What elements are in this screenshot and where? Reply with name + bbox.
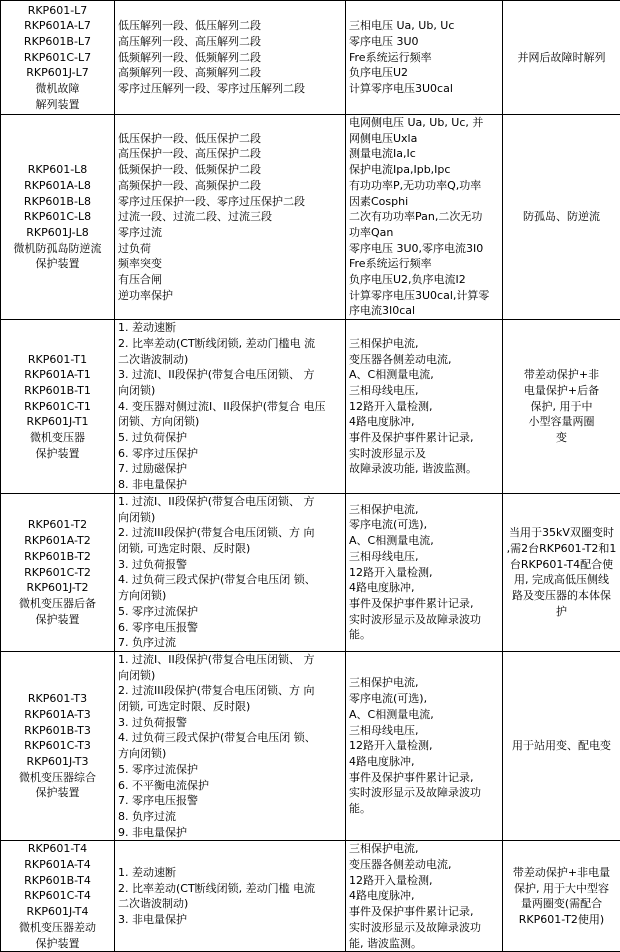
measurement-functions-cell	[346, 493, 503, 651]
cell-line: 过负荷	[118, 241, 342, 257]
cell-line: 电网侧电压 Ua, Ub, Uc, 并	[349, 115, 499, 131]
cell-line: 实时波形显示及故障录波功	[349, 920, 499, 936]
model-cell	[1, 320, 115, 494]
cell-line: 零序过流	[118, 225, 342, 241]
cell-line: 能。	[349, 801, 499, 817]
cell-line: 6. 零序电压报警	[118, 620, 342, 636]
cell-line: 带差动保护+非电量	[506, 865, 617, 881]
cell-line: 9. 非电量保护	[118, 825, 342, 841]
cell-line: RKP601-T4	[4, 841, 111, 857]
cell-line: 路及变压器的本体保	[506, 588, 617, 604]
cell-line: 方向闭锁)	[118, 746, 342, 762]
cell-line: 负序电压U2,负序电流I2	[349, 272, 499, 288]
cell-line: RKP601C-T4	[4, 888, 111, 904]
cell-line: 计算零序电压3U0cal,计算零	[349, 288, 499, 304]
cell-line: 8. 非电量保护	[118, 477, 342, 493]
cell-line: 护	[506, 604, 617, 620]
cell-line: RKP601A-T2	[4, 533, 111, 549]
cell-line: 保护装置	[4, 936, 111, 952]
cell-line: 3. 过负荷报警	[118, 557, 342, 573]
cell-line: 6. 零序过压保护	[118, 446, 342, 462]
application-cell	[503, 841, 620, 952]
cell-line: 故障录波功能, 谐波监测。	[349, 461, 499, 477]
cell-line: 1. 过流I、II段保护(带复合电压闭锁、 方	[118, 652, 342, 668]
cell-line: 保护装置	[4, 612, 111, 628]
cell-line: 保护装置	[4, 785, 111, 801]
cell-line: 台RKP601-T4配合使	[506, 557, 617, 573]
cell-line: 保护, 用于大中型容	[506, 881, 617, 897]
cell-line: 零序过压解列一段、零序过压解列二段	[118, 81, 342, 97]
cell-line: 2. 比率差动(CT断线闭锁, 差动门槛 电流	[118, 881, 342, 897]
cell-line: 三相保护电流,	[349, 675, 499, 691]
cell-line: 零序电流(可选),	[349, 691, 499, 707]
application-cell	[503, 493, 620, 651]
cell-line: 微机变压器后备	[4, 596, 111, 612]
cell-line: 零序电流(可选),	[349, 517, 499, 533]
cell-line: 变	[506, 430, 617, 446]
cell-line: 有压合闸	[118, 272, 342, 288]
cell-line: RKP601J-L8	[4, 225, 111, 241]
cell-line: 有功功率P,无功功率Q,功率	[349, 178, 499, 194]
cell-line: RKP601-T2使用)	[506, 912, 617, 928]
protection-functions-cell	[115, 841, 346, 952]
cell-line: 保护装置	[4, 446, 111, 462]
measurement-functions-cell	[346, 115, 503, 320]
cell-line: 保护电流Ipa,Ipb,Ipc	[349, 162, 499, 178]
cell-line: RKP601-L8	[4, 162, 111, 178]
cell-line: 测量电流Ia,Ic	[349, 146, 499, 162]
cell-line: 功率Qan	[349, 225, 499, 241]
cell-line: 事件及保护事件累计记录,	[349, 596, 499, 612]
cell-line: 闭锁、方向闭锁)	[118, 414, 342, 430]
cell-line: 6. 不平衡电流保护	[118, 778, 342, 794]
cell-line: 能。	[349, 627, 499, 643]
cell-line: 高压解列一段、高压解列二段	[118, 34, 342, 50]
cell-line: 1. 差动速断	[118, 865, 342, 881]
cell-line: 4路电度脉冲,	[349, 754, 499, 770]
cell-line: 1. 过流I、II段保护(带复合电压闭锁、 方	[118, 494, 342, 510]
cell-line: A、C相测量电流,	[349, 707, 499, 723]
cell-line: 低压保护一段、低压保护二段	[118, 131, 342, 147]
cell-line: 4路电度脉冲,	[349, 414, 499, 430]
cell-line: RKP601A-T1	[4, 367, 111, 383]
cell-line: RKP601J-L7	[4, 65, 111, 81]
cell-line: RKP601B-T2	[4, 549, 111, 565]
cell-line: 三相母线电压,	[349, 723, 499, 739]
cell-line: 变压器各侧差动电流,	[349, 352, 499, 368]
cell-line: RKP601A-L7	[4, 18, 111, 34]
cell-line: 保护, 用于中	[506, 399, 617, 415]
cell-line: 零序电压 3U0,零序电流3I0	[349, 241, 499, 257]
application-cell	[503, 651, 620, 840]
cell-line: 4. 过负荷三段式保护(带复合电压闭 锁、	[118, 572, 342, 588]
table-row	[1, 115, 620, 320]
cell-line: 向闭锁)	[118, 668, 342, 684]
model-cell	[1, 115, 115, 320]
cell-line: 频率突变	[118, 256, 342, 272]
cell-line: Fre系统运行频率	[349, 256, 499, 272]
cell-line: 网侧电压Uxla	[349, 131, 499, 147]
application-cell	[503, 320, 620, 494]
cell-line: RKP601C-T1	[4, 399, 111, 415]
model-cell	[1, 651, 115, 840]
cell-line: 实时波形显示及	[349, 446, 499, 462]
cell-line: 高频解列一段、高频解列二段	[118, 65, 342, 81]
cell-line: RKP601-T3	[4, 691, 111, 707]
cell-line: 三相母线电压,	[349, 549, 499, 565]
cell-line: 12路开入量检测,	[349, 565, 499, 581]
cell-line: 微机变压器综合	[4, 770, 111, 786]
cell-line: 2. 过流III段保护(带复合电压闭锁、方 向	[118, 525, 342, 541]
cell-line: 高频保护一段、高频保护二段	[118, 178, 342, 194]
cell-line: 5. 零序过流保护	[118, 604, 342, 620]
cell-line: 二次谐波制动)	[118, 896, 342, 912]
cell-line: 3. 非电量保护	[118, 912, 342, 928]
cell-line: RKP601B-L8	[4, 194, 111, 210]
cell-line: 小型容量两圈	[506, 414, 617, 430]
cell-line: 三相保护电流,	[349, 841, 499, 857]
cell-line: RKP601A-L8	[4, 178, 111, 194]
cell-line: 4路电度脉冲,	[349, 888, 499, 904]
cell-line: 电量保护+后备	[506, 383, 617, 399]
cell-line: RKP601-T1	[4, 352, 111, 368]
cell-line: 12路开入量检测,	[349, 738, 499, 754]
cell-line: 7. 过励磁保护	[118, 461, 342, 477]
cell-line: RKP601B-T1	[4, 383, 111, 399]
cell-line: RKP601-T2	[4, 517, 111, 533]
model-cell	[1, 1, 115, 115]
measurement-functions-cell	[346, 320, 503, 494]
cell-line: 3. 过负荷报警	[118, 715, 342, 731]
cell-line: RKP601B-T4	[4, 873, 111, 889]
cell-line: 事件及保护事件累计记录,	[349, 904, 499, 920]
protection-functions-cell	[115, 493, 346, 651]
cell-line: 12路开入量检测,	[349, 399, 499, 415]
cell-line: 序电流3I0cal	[349, 303, 499, 319]
cell-line: 零序电压 3U0	[349, 34, 499, 50]
cell-line: 向闭锁)	[118, 383, 342, 399]
cell-line: 能, 谐波监测。	[349, 936, 499, 952]
application-cell	[503, 1, 620, 115]
cell-line: 并网后故障时解列	[506, 50, 617, 66]
cell-line: 二次有功功率Pan,二次无功	[349, 209, 499, 225]
cell-line: 负序电压U2	[349, 65, 499, 81]
cell-line: 零序过压保护一段、零序过压保护二段	[118, 194, 342, 210]
table-row	[1, 493, 620, 651]
cell-line: RKP601J-T2	[4, 580, 111, 596]
cell-line: 4路电度脉冲,	[349, 580, 499, 596]
cell-line: RKP601A-T3	[4, 707, 111, 723]
cell-line: 低压解列一段、低压解列二段	[118, 18, 342, 34]
cell-line: 实时波形显示及故障录波功	[349, 612, 499, 628]
cell-line: Fre系统运行频率	[349, 50, 499, 66]
cell-line: 12路开入量检测,	[349, 873, 499, 889]
cell-line: 1. 差动速断	[118, 320, 342, 336]
cell-line: 带差动保护+非	[506, 367, 617, 383]
cell-line: RKP601C-L7	[4, 50, 111, 66]
cell-line: 微机变压器差动	[4, 920, 111, 936]
cell-line: 微机防孤岛防逆流	[4, 241, 111, 257]
cell-line: RKP601C-T2	[4, 565, 111, 581]
cell-line: 低频保护一段、低频保护二段	[118, 162, 342, 178]
cell-line: 解列装置	[4, 97, 111, 113]
cell-line: RKP601B-T3	[4, 723, 111, 739]
cell-line: 微机故障	[4, 81, 111, 97]
cell-line: A、C相测量电流,	[349, 367, 499, 383]
cell-line: 5. 零序过流保护	[118, 762, 342, 778]
protection-functions-cell	[115, 1, 346, 115]
protection-functions-cell	[115, 115, 346, 320]
table-row	[1, 841, 620, 952]
cell-line: 低频解列一段、低频解列二段	[118, 50, 342, 66]
model-cell	[1, 493, 115, 651]
cell-line: 防孤岛、防逆流	[506, 209, 617, 225]
cell-line: 方向闭锁)	[118, 588, 342, 604]
cell-line: 8. 负序过流	[118, 809, 342, 825]
cell-line: RKP601-L7	[4, 3, 111, 19]
cell-line: 三相保护电流,	[349, 336, 499, 352]
cell-line: 三相电压 Ua, Ub, Uc	[349, 18, 499, 34]
cell-line: RKP601J-T3	[4, 754, 111, 770]
cell-line: RKP601A-T4	[4, 857, 111, 873]
cell-line: 事件及保护事件累计记录,	[349, 430, 499, 446]
cell-line: ,需2台RKP601-T2和1	[506, 541, 617, 557]
cell-line: 因素Cosphi	[349, 194, 499, 210]
cell-line: RKP601J-T4	[4, 904, 111, 920]
cell-line: 计算零序电压3U0cal	[349, 81, 499, 97]
cell-line: 闭锁, 可选定时限、反时限)	[118, 541, 342, 557]
cell-line: A、C相测量电流,	[349, 533, 499, 549]
table-row	[1, 1, 620, 115]
cell-line: 微机变压器	[4, 430, 111, 446]
cell-line: 3. 过流I、II段保护(带复合电压闭锁、 方	[118, 367, 342, 383]
cell-line: 7. 零序电压报警	[118, 793, 342, 809]
cell-line: 2. 过流III段保护(带复合电压闭锁、方 向	[118, 683, 342, 699]
cell-line: 2. 比率差动(CT断线闭锁, 差动门槛电 流	[118, 336, 342, 352]
cell-line: 7. 负序过流	[118, 635, 342, 651]
cell-line: 4. 变压器对侧过流I、II段保护(带复合 电压	[118, 399, 342, 415]
cell-line: 变压器各侧差动电流,	[349, 857, 499, 873]
cell-line: 高压保护一段、高压保护二段	[118, 146, 342, 162]
cell-line: 三相保护电流,	[349, 502, 499, 518]
cell-line: RKP601J-T1	[4, 414, 111, 430]
table-row	[1, 651, 620, 840]
cell-line: 保护装置	[4, 256, 111, 272]
measurement-functions-cell	[346, 1, 503, 115]
table-row	[1, 320, 620, 494]
application-cell	[503, 115, 620, 320]
cell-line: 闭锁, 可选定时限、反时限)	[118, 699, 342, 715]
cell-line: 用于站用变、配电变	[506, 738, 617, 754]
protection-functions-cell	[115, 651, 346, 840]
cell-line: 实时波形显示及故障录波功	[349, 785, 499, 801]
model-cell	[1, 841, 115, 952]
cell-line: 二次谐波制动)	[118, 352, 342, 368]
cell-line: 用, 完成高低压侧线	[506, 572, 617, 588]
cell-line: 4. 过负荷三段式保护(带复合电压闭 锁、	[118, 730, 342, 746]
cell-line: 量两圈变(需配合	[506, 896, 617, 912]
cell-line: 逆功率保护	[118, 288, 342, 304]
cell-line: 过流一段、过流二段、过流三段	[118, 209, 342, 225]
spec-table-body	[1, 1, 620, 952]
cell-line: RKP601C-T3	[4, 738, 111, 754]
cell-line: 三相母线电压,	[349, 383, 499, 399]
cell-line: 5. 过负荷保护	[118, 430, 342, 446]
cell-line: RKP601B-L7	[4, 34, 111, 50]
cell-line: 事件及保护事件累计记录,	[349, 770, 499, 786]
cell-line: 向闭锁)	[118, 510, 342, 526]
measurement-functions-cell	[346, 841, 503, 952]
protection-functions-cell	[115, 320, 346, 494]
cell-line: RKP601C-L8	[4, 209, 111, 225]
cell-line: 当用于35kV双圈变时	[506, 525, 617, 541]
measurement-functions-cell	[346, 651, 503, 840]
